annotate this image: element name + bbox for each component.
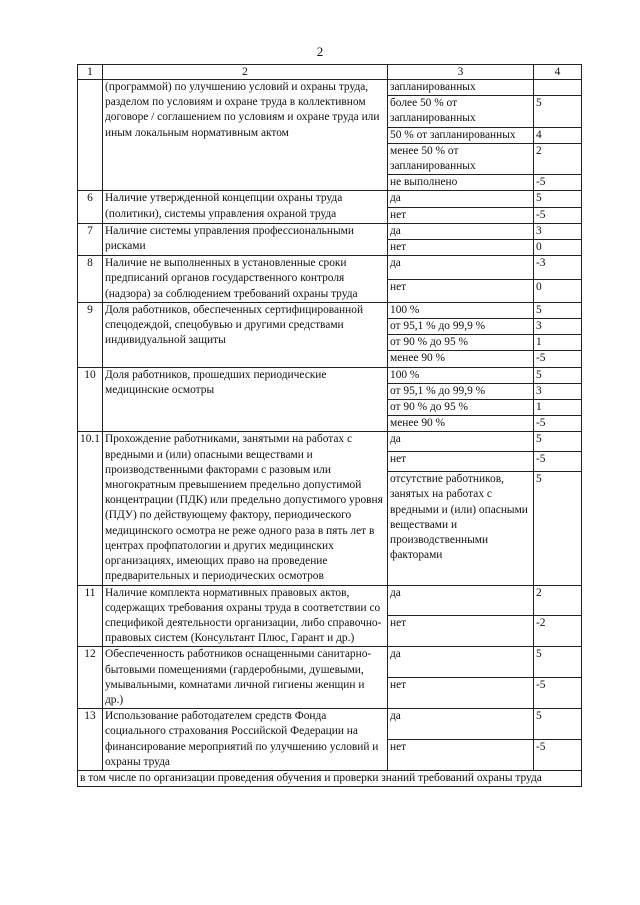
criterion-description: Наличие не выполненных в установленные сроки предписаний органов государственного контроля (надзора) за соблюдением требований охраны труда [103,256,388,303]
option-score: -2 [534,616,582,647]
criteria-table [77,64,582,787]
option-label: нет [388,616,534,647]
option-label: от 95,1 % до 99,9 % [388,383,534,399]
option-score: -5 [534,207,582,223]
option-score: 3 [534,383,582,399]
table-row [78,647,582,678]
option-score: 1 [534,400,582,416]
table-row [78,709,582,740]
option-score: 3 [534,223,582,239]
option-score: -5 [534,678,582,709]
option-label: нет [388,678,534,709]
option-score: 2 [534,585,582,616]
option-score [534,80,582,96]
table-row [78,585,582,616]
option-score: 5 [534,191,582,207]
option-label: нет [388,740,534,771]
option-score: 5 [534,472,582,585]
table-row [78,191,582,207]
criterion-number: 12 [78,647,103,709]
option-label: да [388,191,534,207]
option-label: 100 % [388,367,534,383]
table-header-row [78,65,582,80]
footer-row [78,770,582,786]
option-score: -3 [534,256,582,279]
option-score: 4 [534,127,582,143]
table-row [78,256,582,279]
header-cell-3: 3 [388,65,534,80]
criterion-number: 10 [78,367,103,432]
criterion-description: Наличие утвержденной концепции охраны труда (политики), системы управления охраной труда [103,191,388,223]
option-label: нет [388,279,534,302]
table-row [78,80,582,96]
criterion-description: Обеспеченность работников оснащенными санитарно-бытовыми помещениями (гардеробными, душевыми, умывальными, комнатами личной гигиены женщин и др.) [103,647,388,709]
option-score: -5 [534,175,582,191]
option-score: 2 [534,143,582,174]
option-label: 100 % [388,302,534,318]
criterion-number: 9 [78,302,103,367]
option-score: -5 [534,351,582,367]
option-score: 5 [534,367,582,383]
criterion-description: (программой) по улучшению условий и охраны труда, разделом по условиям и охране труда в коллективном договоре / соглашением по условиям и охране труда или иным локальным нормативным актом [103,80,388,191]
option-label: нет [388,452,534,472]
option-label: менее 90 % [388,416,534,432]
footer-text: в том числе по организации проведения обучения и проверки знаний требований охраны труда [78,770,582,786]
option-label: 50 % от запланированных [388,127,534,143]
option-score: 5 [534,709,582,740]
criterion-description: Наличие комплекта нормативных правовых актов, содержащих требования охраны труда в соответствии со спецификой деятельности организации, либо справочно-правовых систем (Консультант Плюс, Гарант и др.) [103,585,388,647]
option-label: да [388,432,534,452]
option-label: да [388,709,534,740]
criterion-number: 8 [78,256,103,303]
criterion-number [78,80,103,191]
criterion-description: Доля работников, обеспеченных сертифицированной спецодеждой, спецобувью и другими средствами индивидуальной защиты [103,302,388,367]
option-score: -5 [534,416,582,432]
option-score: 0 [534,240,582,256]
page-number: 2 [316,44,324,59]
option-score: 5 [534,647,582,678]
option-score: 3 [534,319,582,335]
criterion-number: 7 [78,223,103,255]
option-score: 0 [534,279,582,302]
option-label: нет [388,207,534,223]
option-label: да [388,647,534,678]
table-row [78,223,582,239]
option-score: 5 [534,432,582,452]
criterion-number: 10.1 [78,432,103,585]
criterion-number: 11 [78,585,103,647]
option-score: 5 [534,302,582,318]
criterion-description: Использование работодателем средств Фонда социального страхования Российской Федерации на финансирование мероприятий по улучшению условий и охраны труда [103,709,388,771]
option-label: нет [388,240,534,256]
option-label: от 90 % до 95 % [388,400,534,416]
option-label: не выполнено [388,175,534,191]
option-label: от 95,1 % до 99,9 % [388,319,534,335]
option-label: менее 90 % [388,351,534,367]
option-label: да [388,585,534,616]
header-cell-2: 2 [103,65,388,80]
option-label: отсутствие работников, занятых на работах с вредными и (или) опасными веществами и производственными факторами [388,472,534,585]
option-label: менее 50 % от запланированных [388,143,534,174]
header-cell-4: 4 [534,65,582,80]
table-row [78,432,582,452]
table-row [78,367,582,383]
criterion-number: 13 [78,709,103,771]
criterion-description: Наличие системы управления профессиональными рисками [103,223,388,255]
criterion-description: Прохождение работниками, занятыми на работах с вредными и (или) опасными веществами и производственными факторами с разовым или многократным превышением предельно допустимой концентрации (ПДК) или предельно допустимого уровня (ПДУ) по действующему фактору, периодического медицинского осмотра не реже одного раза в пять лет в центрах профпатологии и других медицинских организациях, имеющих право на проведение предварительных и периодических осмотров [103,432,388,585]
option-label: от 90 % до 95 % [388,335,534,351]
option-score: 1 [534,335,582,351]
criterion-description: Доля работников, прошедших периодические медицинские осмотры [103,367,388,432]
option-score: 5 [534,96,582,127]
header-cell-1: 1 [78,65,103,80]
option-label: да [388,223,534,239]
criterion-number: 6 [78,191,103,223]
table-row [78,302,582,318]
option-label: да [388,256,534,279]
option-label: запланированных [388,80,534,96]
option-score: -5 [534,452,582,472]
option-score: -5 [534,740,582,771]
option-label: более 50 % от запланированных [388,96,534,127]
